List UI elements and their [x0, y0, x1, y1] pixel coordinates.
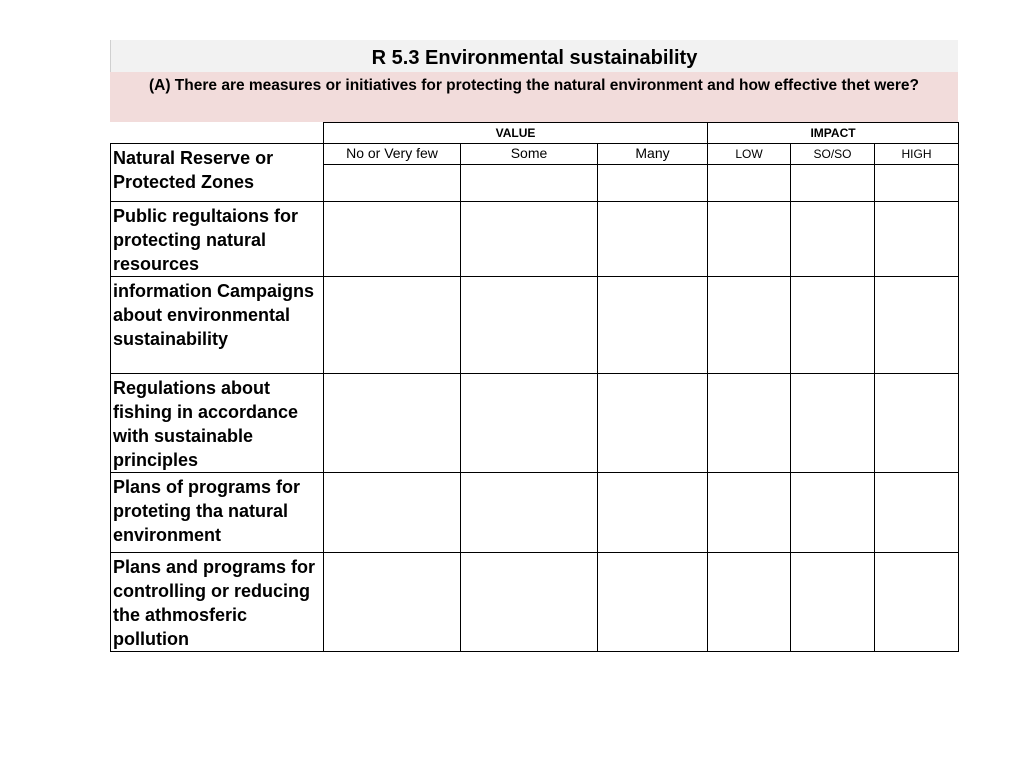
- answer-cell-pollution-plans-some[interactable]: [461, 553, 598, 652]
- answer-cell-pollution-plans-many[interactable]: [598, 553, 708, 652]
- answer-cell-natural-reserve-no-or-very-few[interactable]: [324, 165, 461, 202]
- row-label-protection-plans: Plans of programs for proteting tha natural environment: [111, 473, 324, 553]
- row-label-fishing-regulations: Regulations about fishing in accordance with sustainable principles: [111, 374, 324, 473]
- answer-cell-natural-reserve-so-so[interactable]: [791, 165, 875, 202]
- answer-cell-protection-plans-no-or-very-few[interactable]: [324, 473, 461, 553]
- answer-cell-fishing-regulations-no-or-very-few[interactable]: [324, 374, 461, 473]
- group-header-row: [111, 123, 959, 144]
- answer-cell-information-campaigns-no-or-very-few[interactable]: [324, 277, 461, 374]
- column-header-so-so: SO/SO: [791, 144, 875, 165]
- answer-cell-protection-plans-high[interactable]: [875, 473, 959, 553]
- column-header-some: Some: [461, 144, 598, 165]
- answer-cell-pollution-plans-low[interactable]: [708, 553, 791, 652]
- answer-cell-information-campaigns-low[interactable]: [708, 277, 791, 374]
- answer-cell-fishing-regulations-many[interactable]: [598, 374, 708, 473]
- answer-cell-information-campaigns-many[interactable]: [598, 277, 708, 374]
- row-label-information-campaigns: information Campaigns about environmental sustainability: [111, 277, 324, 374]
- answer-cell-fishing-regulations-some[interactable]: [461, 374, 598, 473]
- table-row: [111, 553, 959, 652]
- row-label-natural-reserve: Natural Reserve or Protected Zones: [111, 144, 324, 202]
- answer-cell-public-regulations-many[interactable]: [598, 202, 708, 277]
- answer-cell-natural-reserve-some[interactable]: [461, 165, 598, 202]
- answer-cell-fishing-regulations-high[interactable]: [875, 374, 959, 473]
- document-subtitle: (A) There are measures or initiatives for protecting the natural environment and how effective thet were?: [110, 72, 958, 122]
- table-row: [111, 277, 959, 374]
- column-header-many: Many: [598, 144, 708, 165]
- answer-cell-public-regulations-so-so[interactable]: [791, 202, 875, 277]
- answer-cell-protection-plans-so-so[interactable]: [791, 473, 875, 553]
- answer-cell-natural-reserve-low[interactable]: [708, 165, 791, 202]
- answer-cell-public-regulations-some[interactable]: [461, 202, 598, 277]
- answer-cell-public-regulations-low[interactable]: [708, 202, 791, 277]
- document-header: [110, 40, 958, 122]
- column-header-low: LOW: [708, 144, 791, 165]
- answer-cell-information-campaigns-some[interactable]: [461, 277, 598, 374]
- answer-cell-public-regulations-no-or-very-few[interactable]: [324, 202, 461, 277]
- answer-cell-natural-reserve-many[interactable]: [598, 165, 708, 202]
- document-title: R 5.3 Environmental sustainability: [110, 40, 958, 72]
- answer-cell-pollution-plans-high[interactable]: [875, 553, 959, 652]
- row-label-public-regulations: Public regultaions for protecting natural resources: [111, 202, 324, 277]
- blank-corner-cell: [111, 123, 324, 144]
- table-row: [111, 374, 959, 473]
- answer-cell-protection-plans-many[interactable]: [598, 473, 708, 553]
- table-row: [111, 473, 959, 553]
- column-header-no-or-very-few: No or Very few: [324, 144, 461, 165]
- answer-cell-information-campaigns-so-so[interactable]: [791, 277, 875, 374]
- answer-cell-pollution-plans-no-or-very-few[interactable]: [324, 553, 461, 652]
- row-label-pollution-plans: Plans and programs for controlling or reducing the athmosferic pollution: [111, 553, 324, 652]
- survey-table: [110, 122, 959, 652]
- answer-cell-public-regulations-high[interactable]: [875, 202, 959, 277]
- answer-cell-protection-plans-low[interactable]: [708, 473, 791, 553]
- answer-cell-fishing-regulations-so-so[interactable]: [791, 374, 875, 473]
- answer-cell-protection-plans-some[interactable]: [461, 473, 598, 553]
- answer-cell-information-campaigns-high[interactable]: [875, 277, 959, 374]
- table-row: [111, 202, 959, 277]
- value-group-header: VALUE: [324, 123, 708, 144]
- answer-cell-pollution-plans-so-so[interactable]: [791, 553, 875, 652]
- answer-cell-natural-reserve-high[interactable]: [875, 165, 959, 202]
- column-header-high: HIGH: [875, 144, 959, 165]
- answer-cell-fishing-regulations-low[interactable]: [708, 374, 791, 473]
- column-header-row: [111, 144, 959, 165]
- impact-group-header: IMPACT: [708, 123, 959, 144]
